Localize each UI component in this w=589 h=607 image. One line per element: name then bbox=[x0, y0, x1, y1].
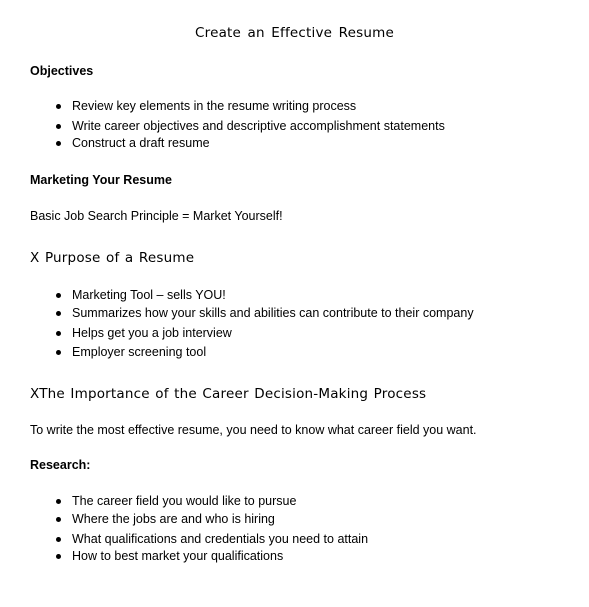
bullet-icon bbox=[56, 350, 61, 355]
document-title: Create an Effective Resume bbox=[195, 25, 394, 41]
bullet-icon bbox=[56, 517, 61, 522]
objectives-heading: Objectives bbox=[30, 64, 94, 78]
list-item bbox=[55, 306, 474, 320]
list-item-text: Review key elements in the resume writing process bbox=[72, 99, 357, 113]
list-item-text: Helps get you a job interview bbox=[72, 326, 232, 340]
list-item bbox=[55, 532, 368, 546]
list-item-text: Write career objectives and descriptive accomplishment statements bbox=[72, 119, 445, 133]
bullet-icon bbox=[56, 331, 61, 336]
list-item bbox=[55, 288, 226, 302]
list-item bbox=[55, 512, 275, 526]
importance-text: To write the most effective resume, you need to know what career field you want. bbox=[30, 423, 477, 437]
list-item bbox=[55, 326, 232, 340]
bullet-icon bbox=[56, 499, 61, 504]
list-item bbox=[55, 549, 283, 563]
bullet-icon bbox=[56, 537, 61, 542]
list-item bbox=[55, 99, 356, 113]
list-item bbox=[55, 345, 206, 359]
bullet-icon bbox=[56, 311, 61, 316]
marketing-text: Basic Job Search Principle = Market Yourself! bbox=[30, 209, 283, 223]
list-item-text: Summarizes how your skills and abilities can contribute to their company bbox=[72, 306, 474, 320]
purpose-heading: X Purpose of a Resume bbox=[30, 250, 195, 266]
bullet-icon bbox=[56, 124, 61, 129]
list-item bbox=[55, 494, 296, 508]
bullet-icon bbox=[56, 141, 61, 146]
list-item-text: Construct a draft resume bbox=[72, 136, 210, 150]
list-item-text: What qualifications and credentials you need to attain bbox=[72, 532, 369, 546]
list-item-text: Where the jobs are and who is hiring bbox=[72, 512, 275, 526]
list-item-text: Marketing Tool – sells YOU! bbox=[72, 288, 226, 302]
bullet-icon bbox=[56, 293, 61, 298]
importance-heading: XThe Importance of the Career Decision-Making Process bbox=[30, 386, 427, 402]
list-item bbox=[55, 136, 210, 150]
list-item-text: The career field you would like to pursue bbox=[72, 494, 297, 508]
marketing-heading: Marketing Your Resume bbox=[30, 173, 172, 187]
list-item-text: How to best market your qualifications bbox=[72, 549, 284, 563]
list-item bbox=[55, 119, 445, 133]
bullet-icon bbox=[56, 104, 61, 109]
research-heading: Research: bbox=[30, 458, 91, 472]
list-item-text: Employer screening tool bbox=[72, 345, 207, 359]
bullet-icon bbox=[56, 554, 61, 559]
